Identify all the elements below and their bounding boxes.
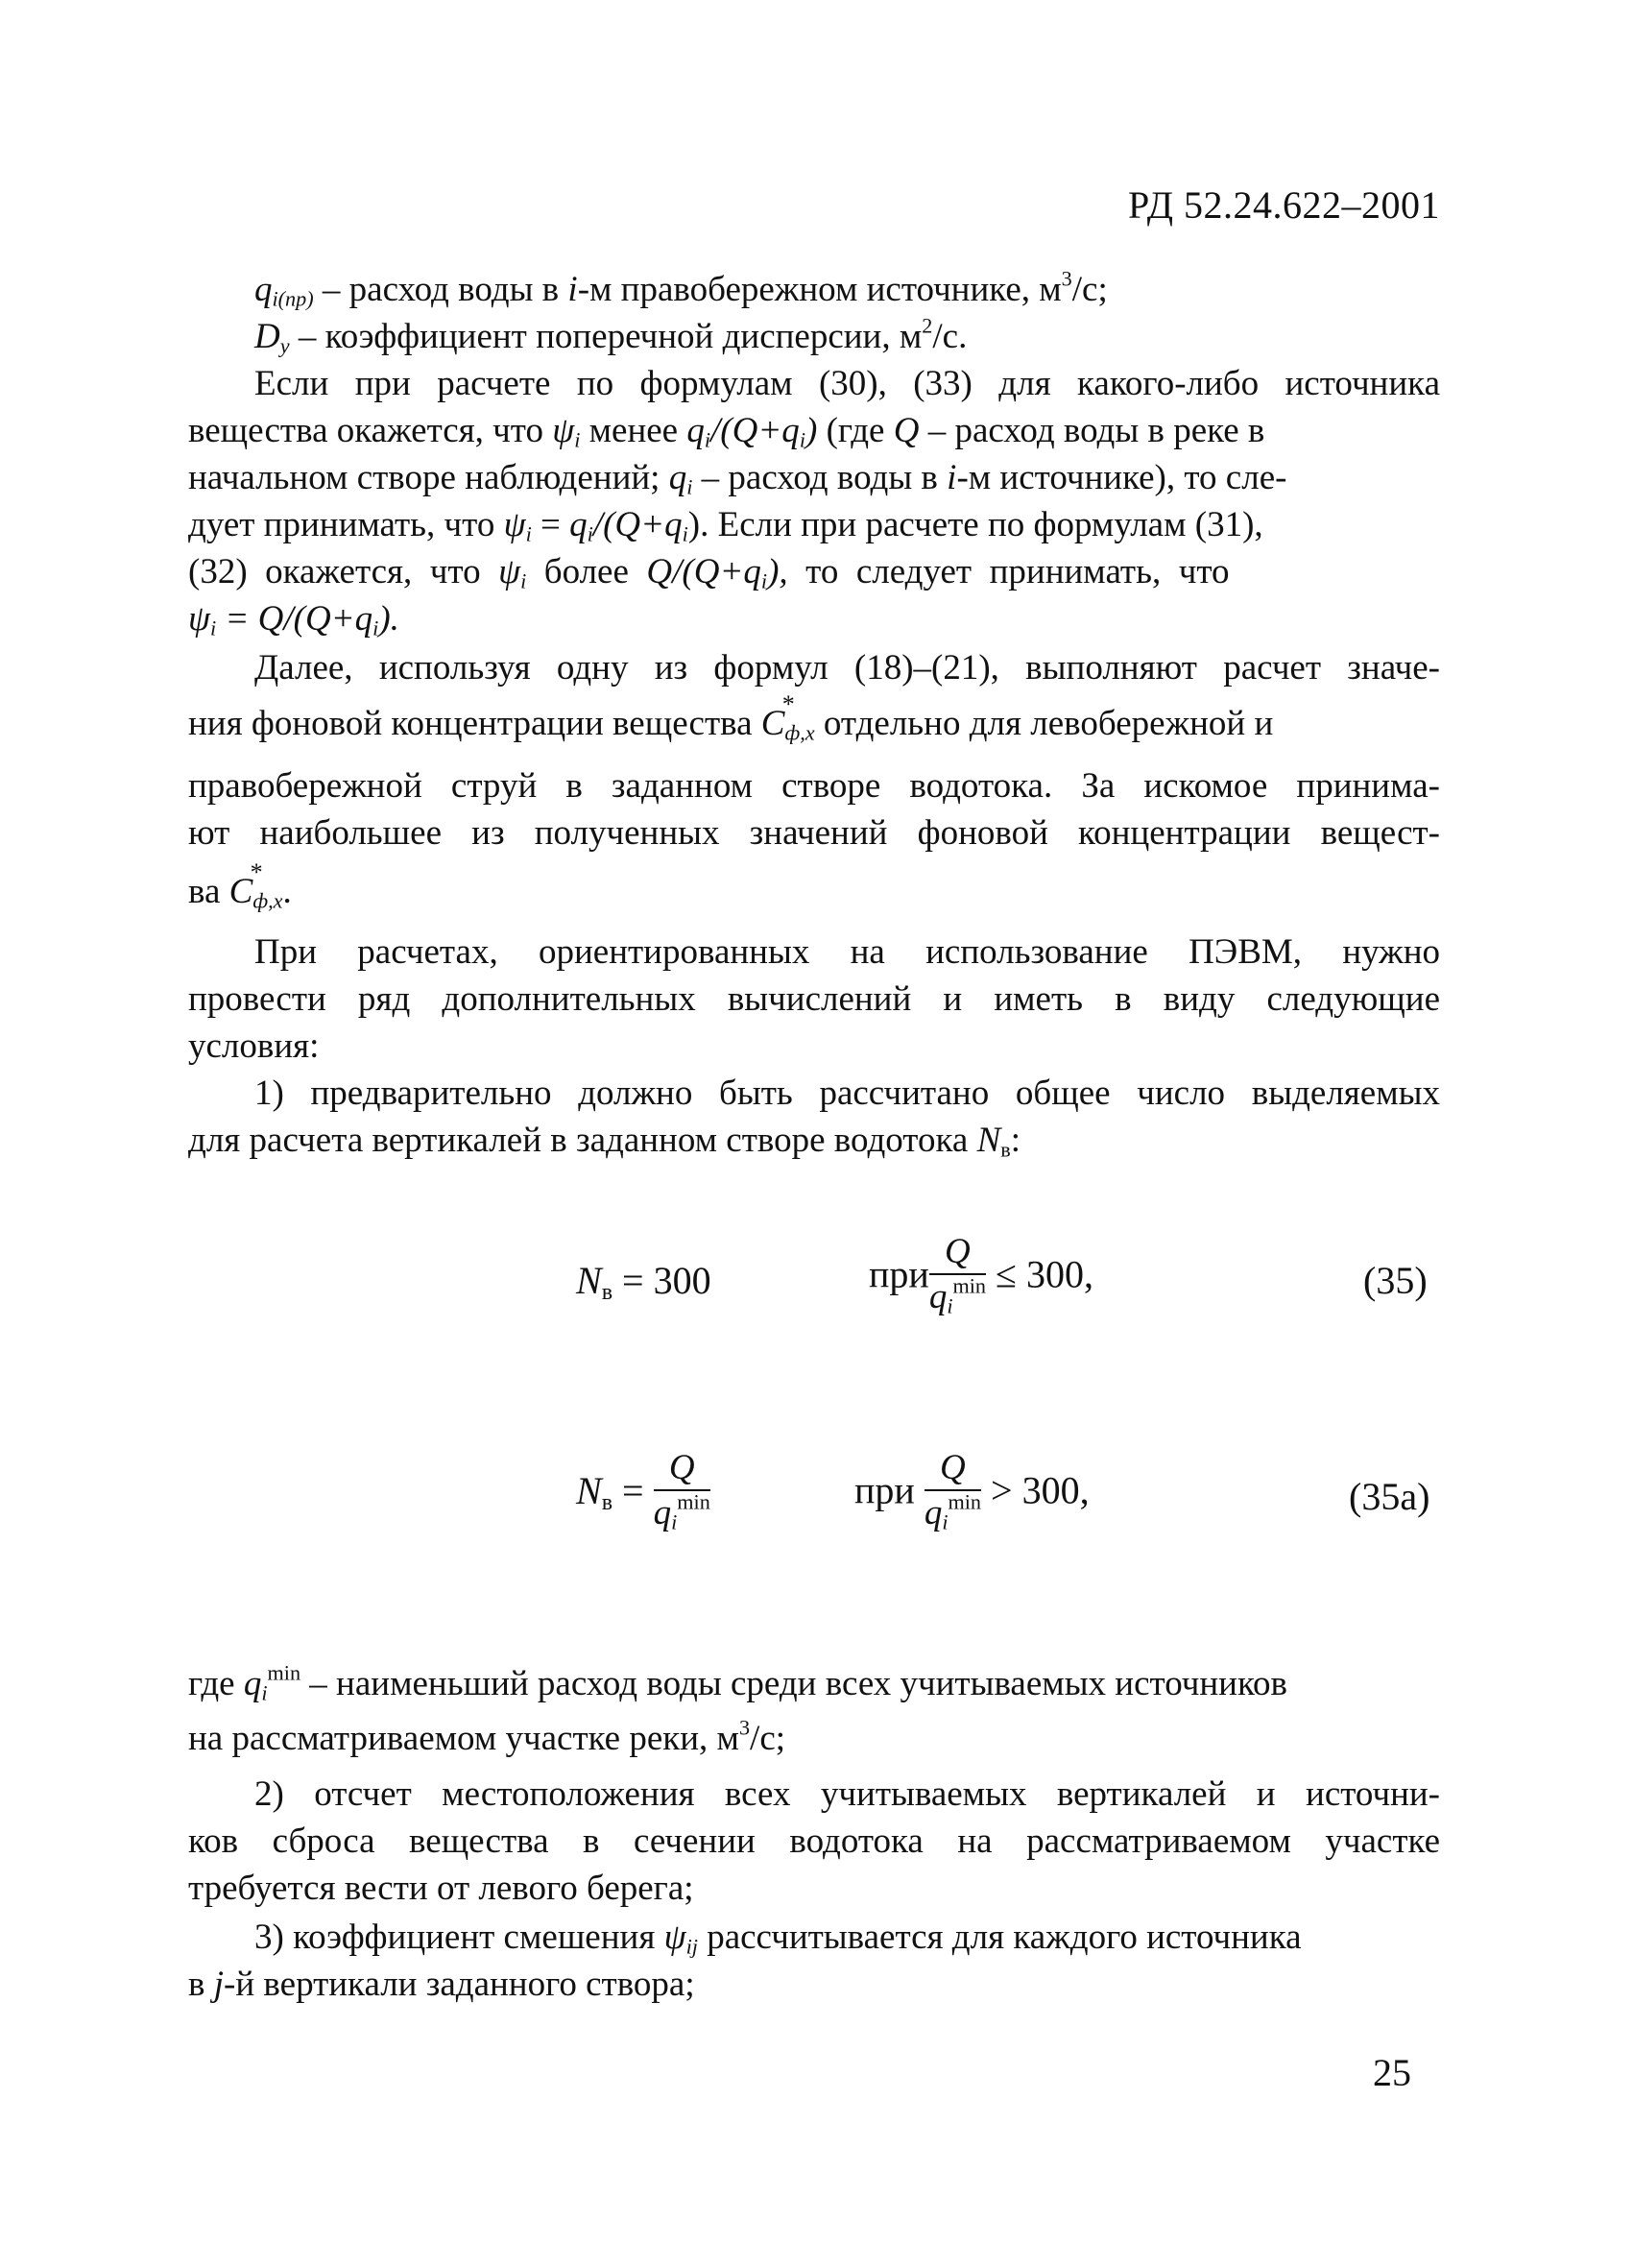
text-span: – наименьший расход воды среди всех учитываемых источников [300,1664,1288,1703]
document-code-header: РД 52.24.622–2001 [1127,183,1440,227]
symbol-q: Q [668,1448,695,1487]
symbol-n: N [976,1121,1001,1160]
text-line [188,1962,1633,2008]
expression: /(Q+q [592,505,683,544]
subscript: i [942,1509,949,1534]
symbol-psi: ψ [663,1918,686,1957]
text-span: при [869,1252,929,1296]
equation-number: (35) [1363,1259,1428,1302]
text-line: провести ряд дополнительных вычислений и иметь в виду следующие [188,979,1440,1019]
subscript: i [587,521,593,546]
symbol-n: N [576,1259,602,1302]
text-span: (где [817,411,894,450]
text-span: менее [580,411,687,450]
subscript: ф,x [784,720,815,745]
text-line [188,1716,1633,1762]
superscript: 2 [922,313,933,338]
symbol-psi: ψ [503,505,526,544]
text-line: 1) предварительно должно быть рассчитано общее число выделяемых [254,1074,1440,1113]
text-span: ). Если при расчете по формулам (31), [687,505,1263,544]
text-line [254,1915,1633,1961]
text-span: – расход воды в [692,458,948,497]
star-superscript: * [781,690,795,718]
text-line: Если при расчете по формулам (30), (33) для какого-либо источника [254,364,1440,403]
text-line [188,408,1440,454]
text-span: то следует принимать, что [787,552,1230,591]
superscript: 3 [738,1715,751,1740]
subscript: ij [685,1934,698,1959]
text-span: . [282,872,292,911]
equation-35-condition [869,1232,1093,1318]
text-span: при [854,1468,915,1512]
symbol-psi: ψ [552,411,575,450]
text-line [188,596,1633,642]
subscript: i [799,427,805,452]
subscript: ф,x [252,888,283,913]
subscript: i(пр) [272,286,314,311]
symbol-d: D [254,317,280,356]
symbol-q: Q [945,1232,971,1271]
text-span: вещества окажется, что [188,411,553,450]
symbol-q: q [243,1664,262,1703]
page-number: 25 [1373,2051,1411,2094]
text-line: условия: [188,1026,320,1066]
expression: ). [378,599,399,639]
subscript: в [1000,1137,1011,1162]
symbol-q: q [569,505,588,544]
superscript: min [677,1489,710,1514]
superscript: min [952,1273,987,1298]
text-span: (32) окажется, что [188,552,499,591]
text-line: При расчетах, ориентированных на использование ПЭВМ, нужно [254,932,1440,972]
text-line: ют наибольшее из полученных значений фоновой концентрации вещест- [188,813,1440,853]
text-line: 2) отсчет местоположения всех учитываемых вертикалей и источни- [254,1774,1440,1814]
text-span: ния фоновой концентрации вещества [188,704,761,743]
symbol-psi: ψ [498,552,521,591]
text-line: ков сброса вещества в сечении водотока на рассматриваемом участке [188,1822,1440,1861]
symbol-i: i [567,270,578,309]
text-span: – коэффициент поперечной дисперсии, м [289,317,923,356]
text-span: рассчитывается для каждого источника [697,1918,1302,1957]
text-span: -й вертикали заданного створа; [224,1965,695,2004]
symbol-q: Q [893,411,920,450]
symbol-c: C [228,872,253,911]
text-line: Далее, используя одну из формул (18)–(21), выполняют расчет значе- [254,648,1440,688]
subscript: i [261,1680,268,1705]
text-span: – расход воды в реке в [919,411,1265,450]
text-span: = [612,1468,654,1512]
subscript: i [704,427,711,452]
symbol-n: N [576,1468,602,1512]
c-star-symbol [760,690,795,747]
text-span: : [1010,1121,1021,1160]
expression: Q/(Q+q [646,552,761,591]
equation-number: (35а) [1349,1475,1430,1518]
text-span: /с. [932,317,968,356]
text-span: -м правобережном источнике, м [577,270,1062,309]
symbol-q: q [924,1493,943,1532]
text-span: на рассматриваемом участке реки, м [188,1719,739,1758]
text-line [188,502,1633,548]
text-span: 3) коэффициент смешения [254,1918,664,1957]
text-span: дует принимать, что [188,505,504,544]
text-span: – расход воды в [313,270,568,309]
text-span: отдельно для левобережной и [814,704,1274,743]
subscript: i [372,615,379,640]
text-line [188,1118,1633,1164]
subscript: i [947,1293,953,1318]
subscript: i [209,615,217,640]
text-span: начальном створе наблюдений; [188,458,669,497]
expression: /(Q+q [710,411,800,450]
text-line: правобережной струй в заданном створе водотока. За искомое принима- [188,766,1440,806]
text-span: /с; [750,1719,786,1758]
symbol-q: q [928,1277,948,1316]
text-line [188,455,1633,501]
expression: = Q/(Q+q [216,599,373,639]
subscript: в [601,1280,613,1305]
text-line [188,690,1633,747]
text-line [254,267,1633,313]
text-span: > 300, [981,1468,1090,1512]
text-span: = 300 [612,1259,711,1302]
fraction [924,1448,982,1534]
text-span: для расчета вертикалей в заданном створе водотока [188,1121,977,1160]
text-span: ≤ 300, [986,1252,1093,1296]
fraction [653,1448,710,1534]
text-span: ва [188,872,229,911]
superscript: min [267,1660,301,1685]
fraction [928,1232,987,1318]
subscript: i [686,474,693,499]
subscript: i [760,568,768,593]
text-line [188,858,1633,915]
expression: ) [804,411,818,450]
star-superscript: * [250,858,263,886]
symbol-j: j [213,1965,225,2004]
equation-35a-condition [854,1448,1090,1534]
symbol-q: Q [940,1448,966,1487]
text-span: где [188,1664,244,1703]
subscript: i [520,568,527,593]
text-span: более [526,552,647,591]
subscript: y [279,333,290,358]
expression: ), [767,552,788,591]
equation-35a-lhs [576,1448,710,1534]
symbol-q: q [653,1493,672,1532]
symbol-psi: ψ [188,599,210,639]
superscript: min [948,1489,982,1514]
symbol-q: q [254,270,273,309]
equation-35-lhs [576,1258,711,1303]
text-span: в [188,1965,214,2004]
text-line [254,314,1633,360]
subscript: i [671,1509,678,1534]
symbol-q: q [668,458,687,497]
subscript: i [682,521,688,546]
symbol-q: q [686,411,705,450]
text-line: требуется вести от левого берега; [188,1869,694,1908]
superscript: 3 [1061,266,1072,291]
text-span: /с; [1071,270,1108,309]
subscript: i [525,521,532,546]
subscript: i [574,427,581,452]
c-star-symbol [228,858,263,915]
text-line [188,549,1633,595]
subscript: в [601,1489,613,1515]
text-span: = [531,505,570,544]
symbol-i: i [947,458,957,497]
text-line [188,1661,1633,1707]
symbol-c: C [760,704,785,743]
text-span: -м источнике), то сле- [956,458,1287,497]
